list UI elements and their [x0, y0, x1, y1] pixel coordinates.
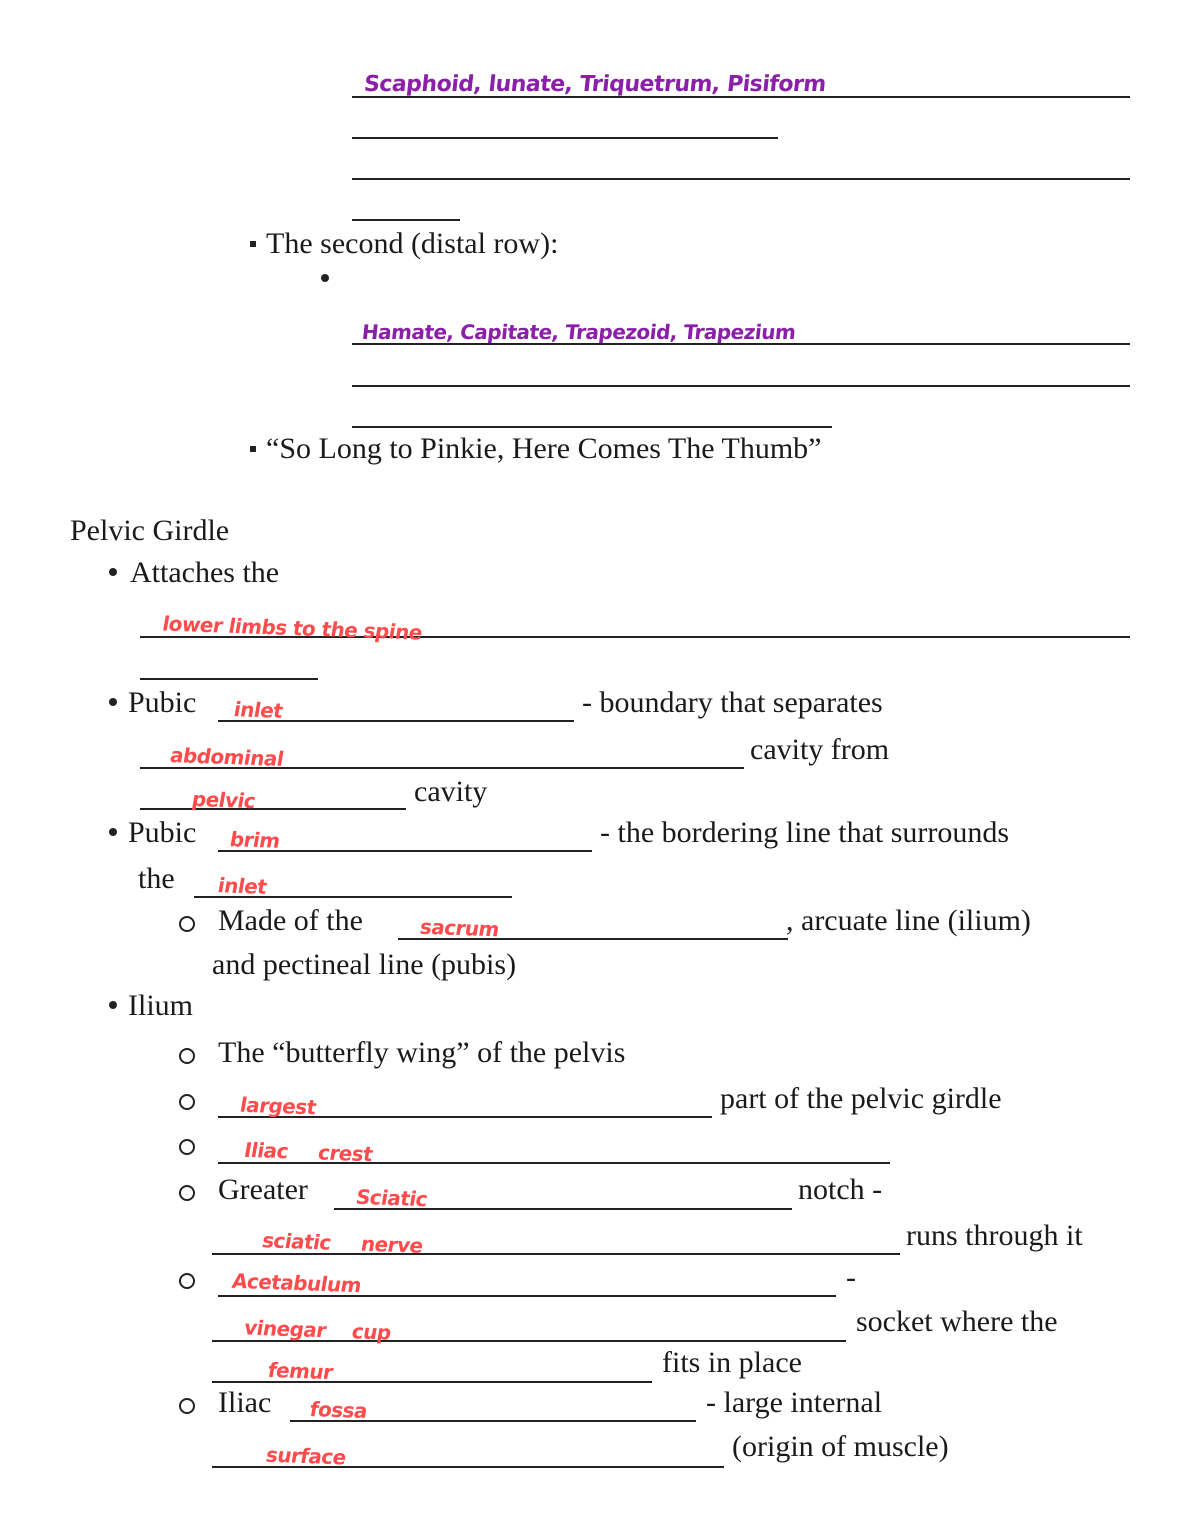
handwritten-iliac-crest-answer: Iliac crest — [242, 1137, 375, 1167]
attaches-label: Attaches the — [130, 556, 280, 589]
answer-line — [352, 178, 1130, 180]
pubic-inlet-description: - boundary that separates — [582, 686, 883, 719]
distal-row-label: The second (distal row): — [266, 227, 559, 260]
socket-description: socket where the — [856, 1305, 1058, 1338]
butterfly-text: The “butterfly wing” of the pelvis — [218, 1036, 626, 1069]
cavity-from-text: cavity from — [750, 733, 890, 766]
hollow-bullet-icon — [179, 1139, 195, 1155]
made-of-rest-text: , arcuate line (ilium) — [786, 904, 1031, 937]
acetabulum-dash: - — [846, 1261, 856, 1294]
the-label: the — [138, 862, 175, 895]
handwritten-proximal-answer: Scaphoid, lunate, Triquetrum, Pisiform — [362, 72, 828, 97]
greater-label: Greater — [218, 1173, 308, 1206]
handwritten-pubic-inlet-answer: inlet — [232, 697, 285, 723]
fits-in-place-text: fits in place — [662, 1346, 802, 1379]
answer-line — [140, 678, 318, 680]
answer-line — [352, 137, 778, 139]
round-bullet-icon — [109, 1001, 117, 1009]
origin-muscle-text: (origin of muscle) — [732, 1430, 949, 1463]
section-heading-pelvic-girdle: Pelvic Girdle — [70, 514, 230, 547]
handwritten-surface-answer: surface — [264, 1442, 349, 1470]
handwritten-abdominal-answer: abdominal — [168, 743, 286, 771]
large-internal-text: - large internal — [706, 1386, 883, 1419]
handwritten-distal-answer: Hamate, Capitate, Trapezoid, Trapezium — [360, 320, 797, 344]
handwritten-sacrum-answer: sacrum — [418, 914, 502, 942]
handwritten-acetabulum-answer: Acetabulum — [230, 1268, 364, 1298]
hollow-bullet-icon — [179, 1185, 195, 1201]
hollow-bullet-icon — [179, 1094, 195, 1110]
iliac-label: Iliac — [218, 1386, 272, 1419]
made-of-line2-text: and pectineal line (pubis) — [212, 948, 517, 981]
notch-label: notch - — [798, 1173, 883, 1206]
square-bullet-icon — [250, 241, 256, 247]
largest-description: part of the pelvic girdle — [720, 1082, 1002, 1115]
round-bullet-icon — [321, 274, 329, 282]
answer-line — [352, 426, 832, 428]
answer-line — [352, 385, 1130, 387]
handwritten-largest-answer: largest — [238, 1092, 318, 1120]
pubic-brim-description: - the bordering line that surrounds — [600, 816, 1010, 849]
ilium-heading: Ilium — [128, 989, 193, 1022]
mnemonic-text: “So Long to Pinkie, Here Comes The Thumb” — [266, 432, 822, 465]
round-bullet-icon — [109, 568, 117, 576]
cavity-text: cavity — [414, 775, 488, 808]
runs-through-text: runs through it — [906, 1219, 1083, 1252]
pubic-brim-label: Pubic — [128, 816, 197, 849]
hollow-bullet-icon — [179, 1048, 195, 1064]
hollow-bullet-icon — [179, 1398, 195, 1414]
hollow-bullet-icon — [179, 916, 195, 932]
round-bullet-icon — [109, 828, 117, 836]
pubic-inlet-label: Pubic — [128, 686, 197, 719]
handwritten-attaches-answer: lower limbs to the spine — [160, 611, 425, 645]
square-bullet-icon — [250, 446, 256, 452]
handwritten-sciatic-nerve-answer: sciatic nerve — [260, 1228, 425, 1258]
handwritten-fossa-answer: fossa — [308, 1397, 370, 1423]
answer-line — [352, 219, 460, 221]
made-of-label: Made of the — [218, 904, 363, 937]
pelvic-blank — [140, 778, 406, 810]
handwritten-inlet-answer: inlet — [216, 873, 269, 899]
handwritten-femur-answer: femur — [266, 1357, 335, 1385]
handwritten-vinegar-cup-answer: vinegar cup — [242, 1315, 393, 1345]
handwritten-pelvic-answer: pelvic — [190, 786, 258, 814]
handwritten-pubic-brim-answer: brim — [228, 827, 282, 853]
hollow-bullet-icon — [179, 1273, 195, 1289]
round-bullet-icon — [109, 698, 117, 706]
handwritten-sciatic-answer: Sciatic — [354, 1184, 430, 1212]
